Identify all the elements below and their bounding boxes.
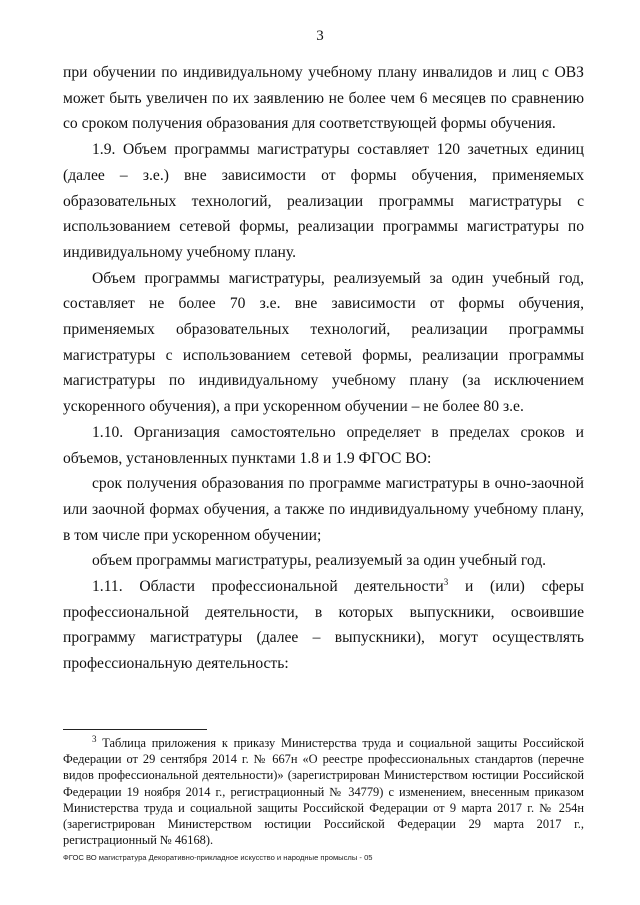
footnote-text: Таблица приложения к приказу Министерства труда и социальной защиты Российской Федерации от 29 сентября 2014 г. № 667н «О реестре профессиональных стандартов (перечне видов профессиональной деятельности)» (зарегистрирован Министерством юстиции Российской Федерации 19 ноября 2014 г., регистрационный № 34779) с изменением, внесенным приказом Министерства труда и социальной защиты Российской Федерации от 9 марта 2017 г. № 254н (зарегистрирован Министерством юстиции Российской Федерации 29 марта 2017 г., регистрационный № 46168). xyxy=(63,736,584,848)
paragraph-1-11-start: 1.11. Области профессиональной деятельности xyxy=(92,578,444,596)
body-text xyxy=(63,60,584,677)
paragraph-annual-volume-item: объем программы магистратуры, реализуемый за один учебный год. xyxy=(92,552,547,570)
paragraph-study-term: срок получения образования по программе магистратуры в очно-заочной или заочной формах обучения, а также по индивидуальному учебному плану, в том числе при ускоренном обучении; xyxy=(63,475,584,544)
paragraph-1-11-end: и (или) сферы профессиональной деятельности, в которых выпускники, освоившие программу магистратуры (далее – выпускники), могут осуществлять профессиональную деятельность: xyxy=(63,578,584,673)
paragraph-1-11 xyxy=(63,574,584,677)
footnote-separator xyxy=(63,729,207,730)
page-number: 3 xyxy=(316,28,324,44)
paragraph-continuation: при обучении по индивидуальному учебному плану инвалидов и лиц с ОВЗ может быть увеличен по их заявлению не более чем 6 месяцев по сравнению со сроком получения образования для соответствующей формы обучения. xyxy=(63,64,584,133)
paragraph-1-10: 1.10. Организация самостоятельно определяет в пределах сроков и объемов, установленных пунктами 1.8 и 1.9 ФГОС ВО: xyxy=(63,423,584,467)
paragraph-annual-volume: Объем программы магистратуры, реализуемый за один учебный год, составляет не более 70 з.е. вне зависимости от формы обучения, применяемых образовательных технологий, реализации программы магистратуры с использованием сетевой формы, реализации программы магистратуры по индивидуальному учебному плану (за исключением ускоренного обучения), а при ускоренном обучении – не более 80 з.е. xyxy=(63,269,584,416)
footnote-3 xyxy=(63,735,584,848)
page-footer: ФГОС ВО магистратура Декоративно-прикладное искусство и народные промыслы - 05 xyxy=(63,853,373,862)
footnotes xyxy=(63,735,584,848)
paragraph-1-9: 1.9. Объем программы магистратуры составляет 120 зачетных единиц (далее – з.е.) вне зависимости от формы обучения, применяемых образовательных технологий, реализации программы магистратуры с использованием сетевой формы, реализации программы магистратуры по индивидуальному учебному плану. xyxy=(63,141,584,261)
footnote-number: 3 xyxy=(92,733,97,744)
footnote-reference: 3 xyxy=(443,576,449,587)
